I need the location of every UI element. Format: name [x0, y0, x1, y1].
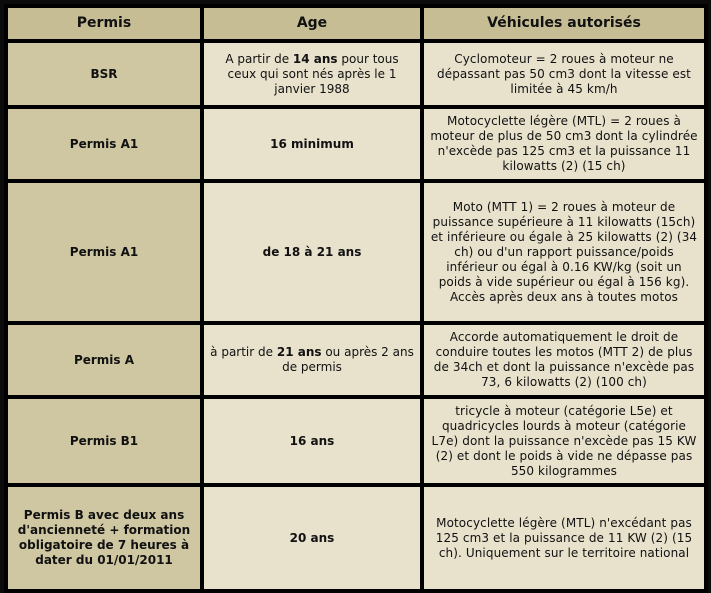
age-emphasis: 16 minimum	[270, 136, 354, 151]
header-permis: Permis	[8, 8, 200, 39]
cell-age	[204, 487, 420, 589]
permis-table	[4, 4, 708, 593]
cell-vehicules: Accorde automatiquement le droit de conduire toutes les motos (MTT 2) de plus de 34ch et dont la puissance n'excède pas 73, 6 kilowatts (2) (100 ch)	[424, 325, 704, 395]
cell-vehicules: Cyclomoteur = 2 roues à moteur ne dépassant pas 50 cm3 dont la vitesse est limitée à 45 km/h	[424, 43, 704, 105]
age-emphasis: 14 ans	[292, 51, 338, 66]
cell-permis: Permis B1	[8, 399, 200, 483]
age-emphasis: de 18 à 21 ans	[262, 244, 362, 259]
header-row	[8, 8, 704, 39]
cell-age	[204, 43, 420, 105]
cell-permis: Permis A1	[8, 183, 200, 321]
header-vehicules: Véhicules autorisés	[424, 8, 704, 39]
cell-age	[204, 399, 420, 483]
cell-vehicules: tricycle à moteur (catégorie L5e) et quadricycles lourds à moteur (catégorie L7e) dont la puissance n'excède pas 15 KW (2) et dont le poids à vide ne dépasse pas 550 kilogrammes	[424, 399, 704, 483]
table-row	[8, 487, 704, 589]
cell-vehicules: Motocyclette légère (MTL) = 2 roues à moteur de plus de 50 cm3 dont la cylindrée n'excède pas 125 cm3 et la puissance 11 kilowatts (2) (15 ch)	[424, 109, 704, 179]
cell-permis: Permis A	[8, 325, 200, 395]
cell-age	[204, 183, 420, 321]
permis-table-container	[4, 4, 708, 593]
cell-vehicules: Motocyclette légère (MTL) n'excédant pas 125 cm3 et la puissance de 11 KW (2) (15 ch). Uniquement sur le territoire national	[424, 487, 704, 589]
cell-age	[204, 109, 420, 179]
table-row	[8, 399, 704, 483]
cell-vehicules: Moto (MTT 1) = 2 roues à moteur de puissance supérieure à 11 kilowatts (15ch) et inférieure ou égale à 25 kilowatts (2) (34 ch) ou d'un rapport puissance/poids inférieur ou égal à 0.16 KW/kg (soit un poids à vide supérieur ou égal à 156 kg). Accès après deux ans à toutes motos	[424, 183, 704, 321]
table-body	[8, 43, 704, 589]
table-row	[8, 43, 704, 105]
age-text: A partir de	[225, 51, 293, 66]
table-row	[8, 183, 704, 321]
age-emphasis: 21 ans	[276, 345, 322, 359]
age-emphasis: 16 ans	[289, 433, 335, 448]
table-row	[8, 325, 704, 395]
cell-permis: Permis B avec deux ans d'ancienneté + formation obligatoire de 7 heures à dater du 01/01/2011	[8, 487, 200, 589]
cell-permis: BSR	[8, 43, 200, 105]
age-text: ou après 2 ans de permis	[282, 345, 414, 374]
age-emphasis: 20 ans	[289, 530, 335, 545]
age-text: pour tous ceux qui sont nés après le 1 janvier 1988	[227, 51, 399, 96]
table-row	[8, 109, 704, 179]
cell-age	[204, 325, 420, 395]
age-text: à partir de	[210, 345, 277, 359]
cell-permis: Permis A1	[8, 109, 200, 179]
header-age: Age	[204, 8, 420, 39]
